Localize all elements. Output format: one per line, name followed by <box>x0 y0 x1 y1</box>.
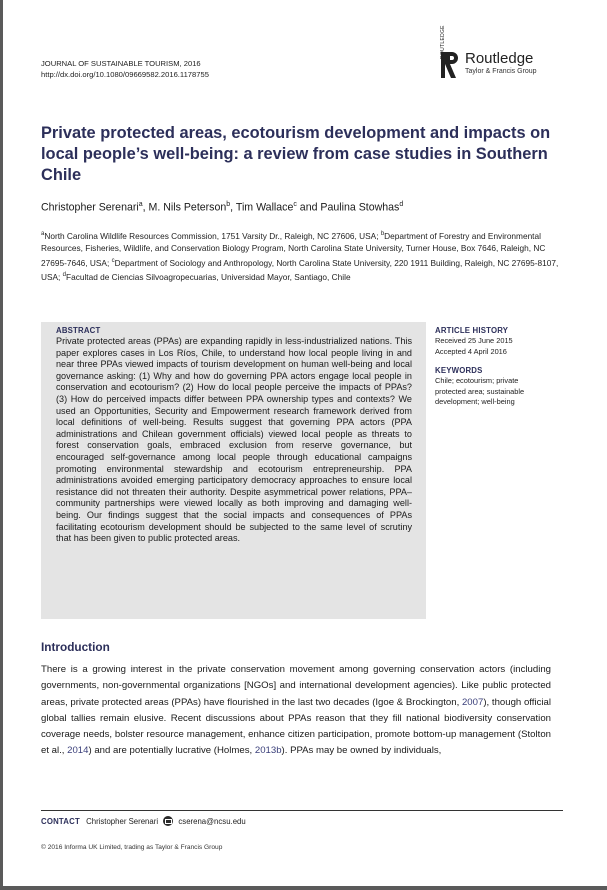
author-separator: and <box>296 201 321 214</box>
author-name: Paulina Stowhas <box>320 201 400 214</box>
citation-link[interactable]: 2014 <box>67 745 89 757</box>
affiliation-text: Department of Sociology and Anthropology, North Carolina State University, 220 1911 Building, Raleigh, NC 27695-8107, USA; <box>41 257 559 282</box>
page-bottom-edge <box>0 886 607 890</box>
affiliation-text: Department of Forestry and Environmental Resources, Fisheries, Wildlife, and Conservation Biology Program, North Carolina State University, Turner House, Box 7646, Raleigh, NC 27695-7646, USA; <box>41 230 546 268</box>
contact-name: Christopher Serenari <box>86 817 159 826</box>
author-affiliation-mark: b <box>226 201 231 208</box>
publisher-logo <box>437 25 557 80</box>
introduction-text <box>41 662 551 760</box>
history-heading: ARTICLE HISTORY <box>435 326 509 335</box>
contact-email[interactable]: cserena@ncsu.edu <box>178 817 246 826</box>
author-name: Christopher Serenari <box>41 201 139 214</box>
history-received: Received 25 June 2015 <box>435 336 513 345</box>
publisher-name: Routledge <box>465 50 534 67</box>
affiliation-mark: b <box>380 231 385 237</box>
author-name: M. Nils Peterson <box>148 201 227 214</box>
body-text: There is a growing interest in the private conservation movement among governing conservation actors (including governments, non-governmental organizations [NGOs] and international development agencies). Like public protected areas, private protected areas (PPAs) have flourished in the last two decades (Igoe & Brockington, <box>41 664 551 708</box>
publisher-side-text: ROUTLEDGE <box>440 25 446 59</box>
affiliation-text: North Carolina Wildlife Resources Commission, 1751 Varsity Dr., Raleigh, NC 27606, USA; <box>44 230 381 241</box>
body-text: ), though official global tallies remain elusive. Recent discussions about PPAs reason that they fill national biodiversity conservation coverage needs, bolster resource management, enhance citizen participation, promote bottom-up management (Stolton et al., <box>41 696 551 757</box>
author-affiliation-mark: a <box>138 201 143 208</box>
keywords-line: protected area; sustainable <box>435 386 525 396</box>
journal-name: JOURNAL OF SUSTAINABLE TOURISM, 2016 <box>41 59 201 68</box>
affiliation-mark: d <box>62 272 67 279</box>
article-title: Private protected areas, ecotourism development and impacts on local people’s well-being: a review from case studies in Southern Chile <box>41 124 551 184</box>
keywords-heading: KEYWORDS <box>435 366 483 376</box>
author-list <box>41 201 403 214</box>
author-affiliation-mark: d <box>399 201 404 208</box>
author-affiliation-mark: c <box>293 201 297 208</box>
body-text: ) and are potentially lucrative (Holmes, <box>88 745 255 757</box>
page-left-edge <box>0 0 3 890</box>
copyright-notice: © 2016 Informa UK Limited, trading as Taylor & Francis Group <box>41 844 223 851</box>
affiliation-text: Facultad de Ciencias Silvoagropecuarias, Universidad Mayor, Santiago, Chile <box>66 271 351 282</box>
abstract-heading: ABSTRACT <box>56 326 101 335</box>
affiliation-mark: a <box>41 231 45 237</box>
author-name: Tim Wallace <box>235 201 294 214</box>
journal-doi[interactable]: http://dx.doi.org/10.1080/09669582.2016.1178755 <box>41 70 209 79</box>
introduction-heading: Introduction <box>41 640 110 654</box>
keywords-line: development; well-being <box>435 397 515 407</box>
abstract-text: Private protected areas (PPAs) are expanding rapidly in less-industrialized nations. This paper explores cases in Los Ríos, Chile, to understand how local people living in and near three PPAs viewed impacts of tourism development on human well-being and local governance asking: (1) Why and how do governing PPA actors engage local people in conservation and ecotourism? (2) How do local people perceive the impacts of PPAs? (3) How do perceived impacts differ between PPA ownership types and contexts? We used an Opportunities, Security and Empowerment research framework derived from local definitions of well-being. Results suggest that governing PPA actors (PPA administrations and Chilean government officials) viewed local people as threats to forest conservation goals, embraced exclusion from reserve governance, but encouraged self-governance among local people through educational campaigns promoting environmental stewardship and ecotourism entrepreneurship. PPA administrations avoided emerging participatory democracy approaches to ensure local resistance did not threaten their authority. Despite asymmetrical power relations, PPA–community partnerships were viewed locally as both improving and damaging well-being. Our findings suggest that the social impacts and consequences of PPAs facilitating ecotourism development should be subjected to the same level of scrutiny that has been given to public protected areas. <box>56 336 412 544</box>
body-text: ). PPAs may be owned by individuals, <box>281 745 442 757</box>
author-separator: , <box>142 201 149 214</box>
footer-divider <box>41 810 563 811</box>
history-accepted: Accepted 4 April 2016 <box>435 346 507 356</box>
affiliations <box>41 228 561 283</box>
contact-line <box>41 816 246 826</box>
journal-header <box>41 58 209 80</box>
citation-link[interactable]: 2007 <box>461 696 484 708</box>
affiliation-mark: c <box>111 257 115 264</box>
article-sidebar <box>435 326 565 408</box>
author-separator: , <box>230 201 236 214</box>
citation-link[interactable]: 2013b <box>254 745 282 757</box>
contact-label: CONTACT <box>41 817 80 826</box>
keywords-line: Chile; ecotourism; private <box>435 376 519 386</box>
publisher-group: Taylor & Francis Group <box>465 68 537 75</box>
email-icon <box>163 816 173 826</box>
